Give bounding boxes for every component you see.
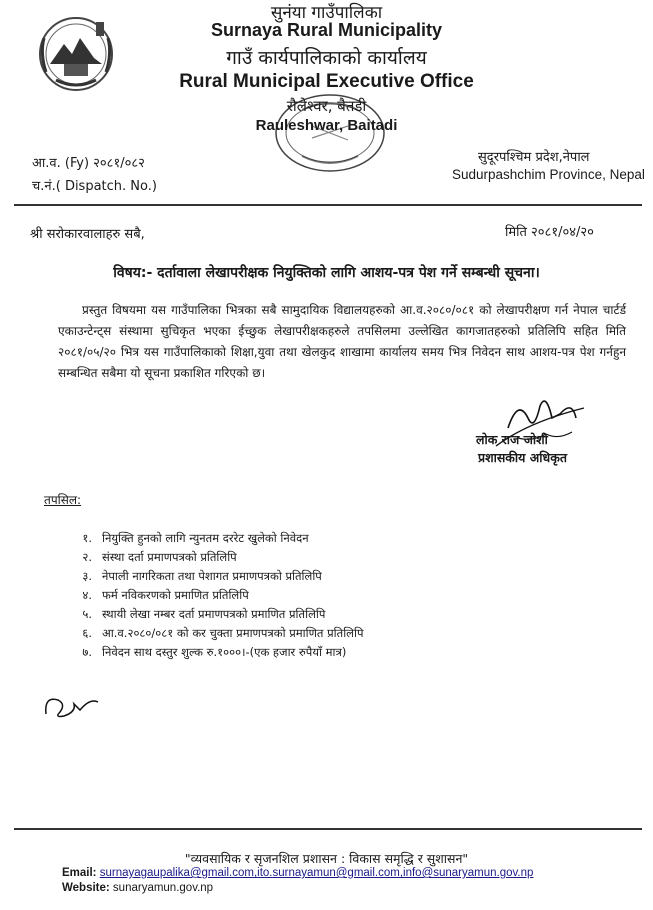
letter-date: मिति २०८१/०४/२० (505, 225, 594, 240)
list-item (70, 645, 363, 664)
list-item-text: नेपाली नागरिकता तथा पेशागत प्रमाणपत्रको प्रतिलिपि (102, 569, 322, 583)
list-item-number: २. (82, 550, 92, 564)
office-name-english: Rural Municipal Executive Office (179, 71, 474, 92)
list-item (70, 569, 363, 588)
website-link[interactable]: sunaryamun.gov.np (112, 882, 214, 894)
header-divider (14, 204, 642, 206)
footer-email-row (62, 867, 533, 879)
footer-motto: "व्यवसायिक र सृजनशिल प्रशासन : विकास समृद्धि र सुशासन" (184, 851, 469, 866)
list-item-text: फर्म नविकरणको प्रमाणित प्रतिलिपि (102, 588, 249, 602)
office-name-nepali: गाउँ कार्यपालिकाको कार्यालय (226, 47, 427, 69)
list-item-number: ५. (82, 607, 92, 621)
enclosure-heading: तपसिल: (44, 493, 82, 507)
list-item (70, 588, 363, 607)
municipality-name-english: Surnaya Rural Municipality (210, 20, 443, 40)
letter-subject: विषय:- दर्तावाला लेखापरीक्षक नियुक्तिको लागि आशय-पत्र पेश गर्ने सम्बन्धी सूचना। (113, 265, 540, 281)
province-nepali: सुदूरपश्चिम प्रदेश,नेपाल (478, 150, 590, 165)
list-item-text: आ.व.२०८०/०८१ को कर चुक्ता प्रमाणपत्रको प्रमाणित प्रतिलिपि (102, 626, 364, 640)
list-item-text: संस्था दर्ता प्रमाणपत्रको प्रतिलिपि (102, 550, 237, 564)
list-item-text: निवेदन साथ दस्तुर शुल्क रु.१०००।-(एक हजार रुपैयाँ मात्र) (102, 645, 347, 659)
list-item (70, 550, 363, 569)
place-nepali: रौलेश्वर, बैतडी (286, 97, 367, 115)
email-links[interactable]: surnayagaupalika@gmail.com,ito.surnayamun@gmail.com,info@sunaryamun.gov.np (99, 867, 534, 879)
dispatch-number: च.नं.( Dispatch. No.) (32, 179, 157, 194)
footer-website-row (62, 882, 213, 894)
list-item (70, 531, 363, 550)
email-label: Email: (62, 867, 97, 879)
list-item-text: नियुक्ति हुनको लागि न्युनतम दररेट खुलेको निवेदन (102, 531, 309, 545)
list-item (70, 626, 363, 645)
letter-body: प्रस्तुत विषयमा यस गाउँपालिका भित्रका सबै सामुदायिक विद्यालयहरुको आ.व.२०८०/०८१ को लेखापरीक्षण गर्न नेपाल चार्टर्ड एकाउन्टेन्ट्स संस्थामा सुचिकृत भएका ईच्छुक लेखापरीक्षकहरुले तपसिलमा उल्लेखित कागजातहरुको प्रतिलिपि सहित मिति २०८१/०५/२० भित्र यस गाउँपालिकाको शिक्षा,युवा तथा खेलकुद शाखामा कार्यालय समय भित्र निवेदन साथ आशय-पत्र पेश गर्नहुन सम्बन्धित सबैमा यो सूचना प्रकाशित गरिएको छ। (58, 303, 626, 380)
signatory-title: प्रशासकीय अधिकृत (478, 450, 567, 465)
list-item-number: ३. (82, 569, 92, 583)
province-english: Sudurpashchim Province, Nepal (452, 167, 645, 182)
fiscal-year: आ.व. (Fy) २०८१/०८२ (32, 156, 145, 171)
list-item (70, 607, 363, 626)
website-label: Website: (62, 882, 110, 894)
salutation: श्री सरोकारवालाहरु सबै, (30, 227, 145, 242)
enclosure-list (70, 531, 363, 664)
office-stamp (272, 90, 388, 176)
place-english: Rauleshwar, Baitadi (255, 117, 398, 134)
list-item-number: ४. (82, 588, 92, 602)
preparer-signature (40, 688, 102, 724)
municipality-name-nepali: सुनंया गाउँपालिका (270, 3, 383, 23)
list-item-number: ७. (82, 645, 92, 659)
list-item-text: स्थायी लेखा नम्बर दर्ता प्रमाणपत्रको प्रमाणित प्रतिलिपि (102, 607, 326, 621)
footer-divider (14, 828, 642, 830)
list-item-number: १. (82, 531, 92, 545)
signatory-name: लोक राज जोशी (476, 432, 548, 447)
list-item-number: ६. (82, 626, 92, 640)
